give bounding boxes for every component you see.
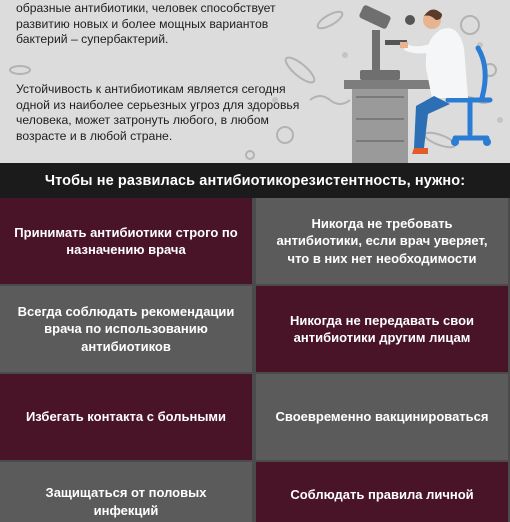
rules-grid xyxy=(0,198,510,518)
intro-paragraph-2: Устойчивость к антибиотикам является сегодня одной из наиболее серьезных угроз для здоровья человека, может затронуть любого, в любом возрасте и в любой стране. xyxy=(16,82,300,143)
rules-heading: Чтобы не развилась антибиотикорезистентность, нужно: xyxy=(0,163,510,198)
rule-text: Соблюдать правила личной xyxy=(290,487,474,502)
rule-card xyxy=(256,462,508,522)
rule-text: Никогда не передавать свои антибиотики другим лицам xyxy=(289,312,475,345)
rule-text: Всегда соблюдать рекомендации врача по использованию антибиотиков xyxy=(17,303,235,354)
rule-card xyxy=(0,286,252,372)
rule-card xyxy=(256,286,508,372)
rule-card xyxy=(0,198,252,284)
rule-card xyxy=(0,374,252,460)
rule-card xyxy=(0,462,252,522)
rule-card xyxy=(256,374,508,460)
rule-text: Избегать контакта с больными xyxy=(25,409,227,425)
rule-text: Никогда не требовать антибиотики, если врач уверяет, что в них нет необходимости xyxy=(276,215,488,266)
rule-text: Своевременно вакцинироваться xyxy=(275,409,489,425)
intro-section xyxy=(0,0,510,163)
rule-card xyxy=(256,198,508,284)
rule-text: Принимать антибиотики строго по назначению врача xyxy=(14,224,238,257)
rule-text: Защищаться от половых инфекций xyxy=(45,485,207,518)
intro-paragraph-1: образные антибиотики, человек способствует развитию новых и более мощных вариантов бактерий – супербактерий. xyxy=(16,1,276,47)
